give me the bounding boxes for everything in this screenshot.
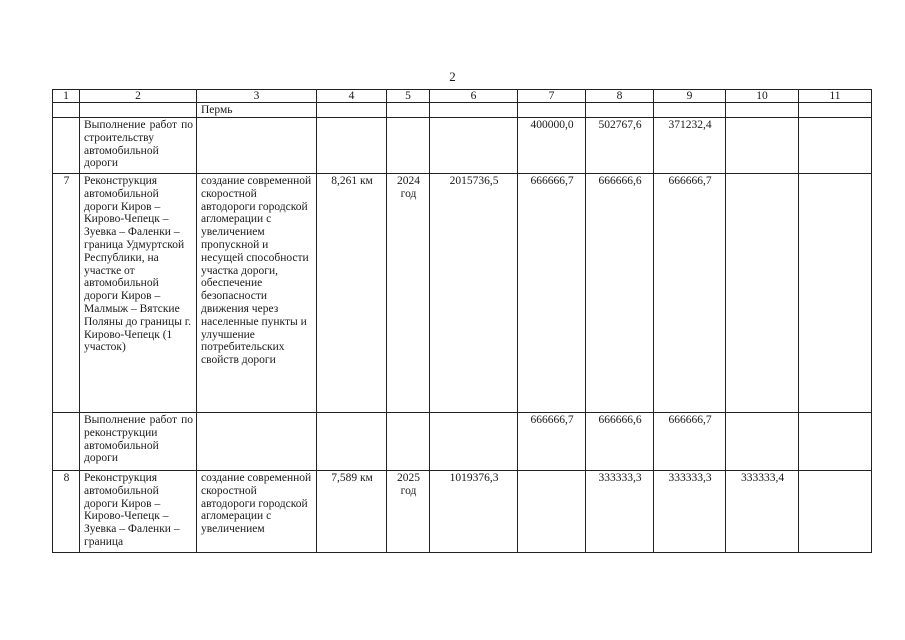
year-cell <box>387 413 430 471</box>
row-number-cell <box>53 118 80 174</box>
column-number: 5 <box>387 90 430 103</box>
length-cell: 8,261 км <box>317 174 387 413</box>
cost-cell <box>430 103 518 118</box>
object-name-cell: Выполнение работ по строительству автомобильной дороги <box>80 118 197 174</box>
value-cell-7: 400000,0 <box>518 118 586 174</box>
year-cell: 2025 год <box>387 471 430 553</box>
object-name-cell: Выполнение работ по реконструкции автомобильной дороги <box>80 413 197 471</box>
year-cell <box>387 103 430 118</box>
purpose-cell <box>197 413 317 471</box>
purpose-cell <box>197 118 317 174</box>
value-cell-11 <box>799 118 872 174</box>
value-cell-8 <box>586 103 654 118</box>
length-cell <box>317 413 387 471</box>
value-cell-8: 666666,6 <box>586 413 654 471</box>
column-number: 8 <box>586 90 654 103</box>
value-cell-7: 666666,7 <box>518 413 586 471</box>
length-cell <box>317 103 387 118</box>
value-cell-9 <box>654 103 726 118</box>
value-cell-10 <box>726 103 799 118</box>
value-cell-10 <box>726 174 799 413</box>
value-cell-9: 666666,7 <box>654 413 726 471</box>
value-cell-11 <box>799 471 872 553</box>
value-cell-8: 666666,6 <box>586 174 654 413</box>
value-cell-9: 333333,3 <box>654 471 726 553</box>
table-row <box>53 103 872 118</box>
value-cell-10: 333333,4 <box>726 471 799 553</box>
column-number: 2 <box>80 90 197 103</box>
value-cell-8: 333333,3 <box>586 471 654 553</box>
column-number: 9 <box>654 90 726 103</box>
value-cell-11 <box>799 413 872 471</box>
table-row <box>53 471 872 553</box>
table-row <box>53 174 872 413</box>
value-cell-11 <box>799 174 872 413</box>
value-cell-7: 666666,7 <box>518 174 586 413</box>
table-row <box>53 118 872 174</box>
row-number-cell <box>53 413 80 471</box>
row-number-cell <box>53 103 80 118</box>
column-number: 10 <box>726 90 799 103</box>
object-name-cell: Реконструкция автомобильной дороги Киров – Кирово-Чепецк – Зуевка – Фаленки – граница Удмуртской Республики, на участке от автомобильной дороги Киров – Малмыж – Вятские Поляны до границы г. Кирово-Чепецк (1 участок) <box>80 174 197 413</box>
column-number: 4 <box>317 90 387 103</box>
value-cell-10 <box>726 413 799 471</box>
length-cell <box>317 118 387 174</box>
value-cell-9: 666666,7 <box>654 174 726 413</box>
value-cell-11 <box>799 103 872 118</box>
object-name-cell <box>80 103 197 118</box>
purpose-cell: создание современной скоростной автодороги городской агломерации с увеличением <box>197 471 317 553</box>
purpose-cell: Пермь <box>197 103 317 118</box>
year-cell: 2024 год <box>387 174 430 413</box>
column-number: 7 <box>518 90 586 103</box>
value-cell-10 <box>726 118 799 174</box>
cost-cell: 1019376,3 <box>430 471 518 553</box>
column-number-header <box>53 90 872 103</box>
cost-cell <box>430 413 518 471</box>
row-number-cell: 8 <box>53 471 80 553</box>
cost-cell: 2015736,5 <box>430 174 518 413</box>
value-cell-7 <box>518 103 586 118</box>
value-cell-9: 371232,4 <box>654 118 726 174</box>
column-number: 1 <box>53 90 80 103</box>
value-cell-8: 502767,6 <box>586 118 654 174</box>
object-name-cell: Реконструкция автомобильной дороги Киров – Кирово-Чепецк – Зуевка – Фаленки – граница <box>80 471 197 553</box>
column-number: 11 <box>799 90 872 103</box>
table-row <box>53 413 872 471</box>
purpose-cell: создание современной скоростной автодороги городской агломерации с увеличением пропускной и несущей способности участка дороги, обеспечение безопасности движения через населенные пункты и улучшение потребительских свойств дороги <box>197 174 317 413</box>
year-cell <box>387 118 430 174</box>
column-number: 3 <box>197 90 317 103</box>
investment-table <box>52 89 872 553</box>
value-cell-7 <box>518 471 586 553</box>
row-number-cell: 7 <box>53 174 80 413</box>
column-number: 6 <box>430 90 518 103</box>
cost-cell <box>430 118 518 174</box>
length-cell: 7,589 км <box>317 471 387 553</box>
page-number: 2 <box>449 69 456 84</box>
